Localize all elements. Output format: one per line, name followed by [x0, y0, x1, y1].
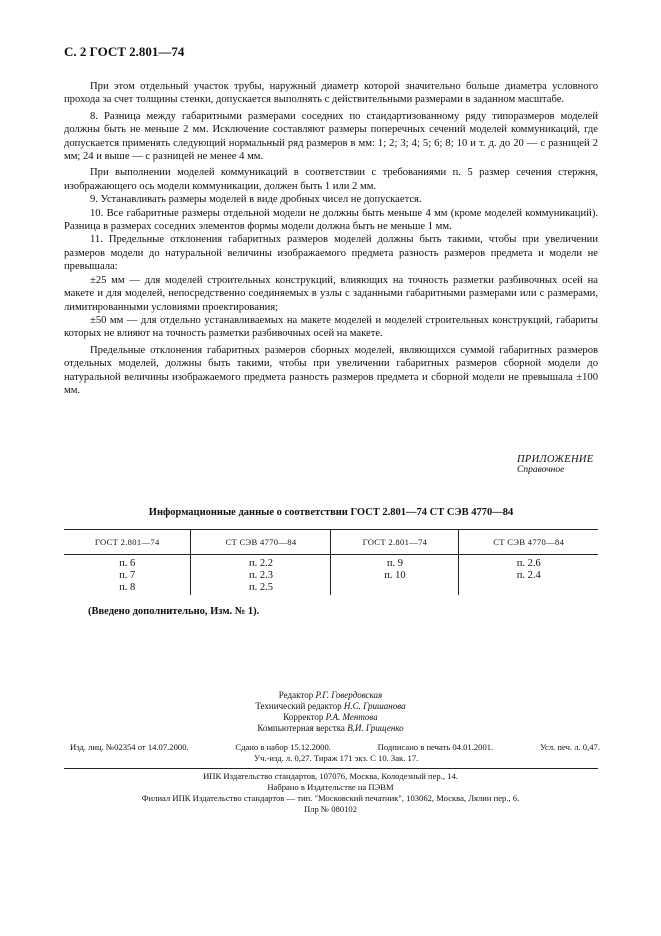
paragraph: При выполнении моделей коммуникаций в соответствии с требованиями п. 5 размер сечения стержня, изображающего ось модели коммуникации, должен быть 1 или 2 мм. [64, 167, 598, 192]
table-cell [331, 555, 459, 596]
set-date: Сдано в набор 15.12.2000. [235, 742, 331, 752]
cell-value: п. 2.5 [248, 582, 273, 593]
appendix-title: ПРИЛОЖЕНИЕ [517, 454, 594, 465]
amendment-note: (Введено дополнительно, Изм. № 1). [88, 606, 260, 617]
paragraph: Предельные отклонения габаритных размеров сборных моделей, являющихся суммой габаритных размеров отдельных моделей, должны быть такими, чтобы при увеличении габаритных размеров сборной модели до натуральной величины изображаемого предмета разность размеров предмета и сборной модели не превышала ±100 мм. [64, 344, 598, 396]
appendix-label [517, 454, 597, 475]
credit-name: Р.А. Ментова [325, 712, 378, 722]
credit-line [0, 712, 661, 723]
credit-name: Р.Г. Говердовская [315, 690, 383, 700]
imprint-line: ИПК Издательство стандартов, 107076, Москва, Колодезный пер., 14. [203, 771, 458, 781]
cell-value: п. 6 [119, 558, 136, 569]
table-cell [191, 555, 331, 596]
paragraph: 10. Все габаритные размеры отдельной модели не должны быть меньше 4 мм (кроме моделей коммуникаций). Разница в размерах соседних элементов формы модели должна быть не меньше 1 мм. [64, 207, 598, 233]
publication-row [70, 742, 600, 753]
credit-role: Корректор [283, 712, 324, 722]
publication-row-2: Уч.-изд. л. 0,27. Тираж 171 экз. С 10. Зак. 17. [254, 753, 419, 763]
paragraph: ±50 мм — для отдельно устанавливаемых на макете моделей и моделей строительных конструкций, габариты которых не влияют на точность разметки разбивочных осей на макете. [64, 314, 598, 340]
body-text [64, 80, 598, 397]
cell-value: п. 2.3 [248, 570, 273, 581]
credit-role: Технический редактор [255, 701, 342, 711]
imprint-line: Филиал ИПК Издательство стандартов — тип. "Московский печатник", 103062, Москва, Лялин пер., 6. [141, 793, 520, 803]
page-header: С. 2 ГОСТ 2.801—74 [64, 44, 185, 59]
table-header-cell: СТ СЭВ 4770—84 [191, 530, 331, 555]
divider [64, 768, 598, 769]
table-cell [64, 555, 191, 596]
paragraph: При этом отдельный участок трубы, наружный диаметр которой значительно больше диаметра условного прохода за счет толщины стенки, допускается выполнять с действительными размерами в заданном масштабе. [64, 81, 598, 106]
table-header-cell: СТ СЭВ 4770—84 [459, 530, 598, 555]
signed-date: Подписано в печать 04.01.2001. [377, 742, 494, 752]
table-title: Информационные данные о соответствии ГОСТ 2.801—74 СТ СЭВ 4770—84 [148, 507, 514, 518]
table-header-cell: ГОСТ 2.801—74 [331, 530, 459, 555]
license-text: Изд. лиц. №02354 от 14.07.2000. [70, 742, 189, 752]
paragraph: 9. Устанавливать размеры моделей в виде дробных чисел не допускается. [90, 194, 422, 206]
imprint-line: Набрано в Издательстве на ПЭВМ [267, 782, 394, 792]
credit-name: В.И. Грищенко [347, 723, 404, 733]
cell-value: п. 8 [119, 582, 136, 593]
credit-role: Редактор [278, 690, 314, 700]
cell-value: п. 2.2 [248, 558, 273, 569]
imprint-line: Плр № 080102 [303, 804, 358, 814]
table-header-cell: ГОСТ 2.801—74 [64, 530, 191, 555]
paragraph: 8. Разница между габаритными размерами соседних по стандартизованному ряду типоразмеров моделей должны быть не меньше 2 мм. Исключение составляют размеры поперечных сечений моделей коммуникаций, где допускается применять следующий нормальный ряд размеров в мм: 1; 2; 3; 4; 5; 6; 8; 10 и т. д. до 20 — с разницей 2 мм; 24 и выше — с разницей не менее 4 мм. [64, 110, 598, 163]
imprint-block [0, 771, 661, 815]
cell-value: п. 2.6 [516, 558, 541, 569]
cell-value: п. 7 [119, 570, 136, 581]
cell-value: п. 10 [384, 570, 406, 581]
credit-line [0, 723, 661, 734]
table-cell [459, 555, 598, 596]
credits-block [0, 690, 661, 734]
credit-line [0, 701, 661, 712]
credit-name: Н.С. Гришанова [343, 701, 406, 711]
credit-line [0, 690, 661, 701]
cell-value: п. 2.4 [516, 570, 541, 581]
print-sheets: Усл. печ. л. 0,47. [539, 742, 600, 752]
credit-role: Компьютерная верстка [257, 723, 345, 733]
paragraph: 11. Предельные отклонения габаритных размеров моделей должны быть такими, чтобы при увеличении размеров модели до натуральной величины изображаемого предмета разность размеров предмета и модели не превышала: [64, 234, 598, 273]
publication-info [70, 742, 600, 764]
correspondence-table [64, 529, 598, 595]
appendix-subtitle: Справочное [517, 465, 565, 475]
paragraph: ±25 мм — для моделей строительных конструкций, влияющих на точность разметки разбивочных осей на макете и для моделей, непосредственно соединяемых в узлы с заданными габаритными размерами или с размерами, лимитированными условиями проектирования; [64, 274, 598, 313]
cell-value: п. 9 [386, 558, 404, 569]
